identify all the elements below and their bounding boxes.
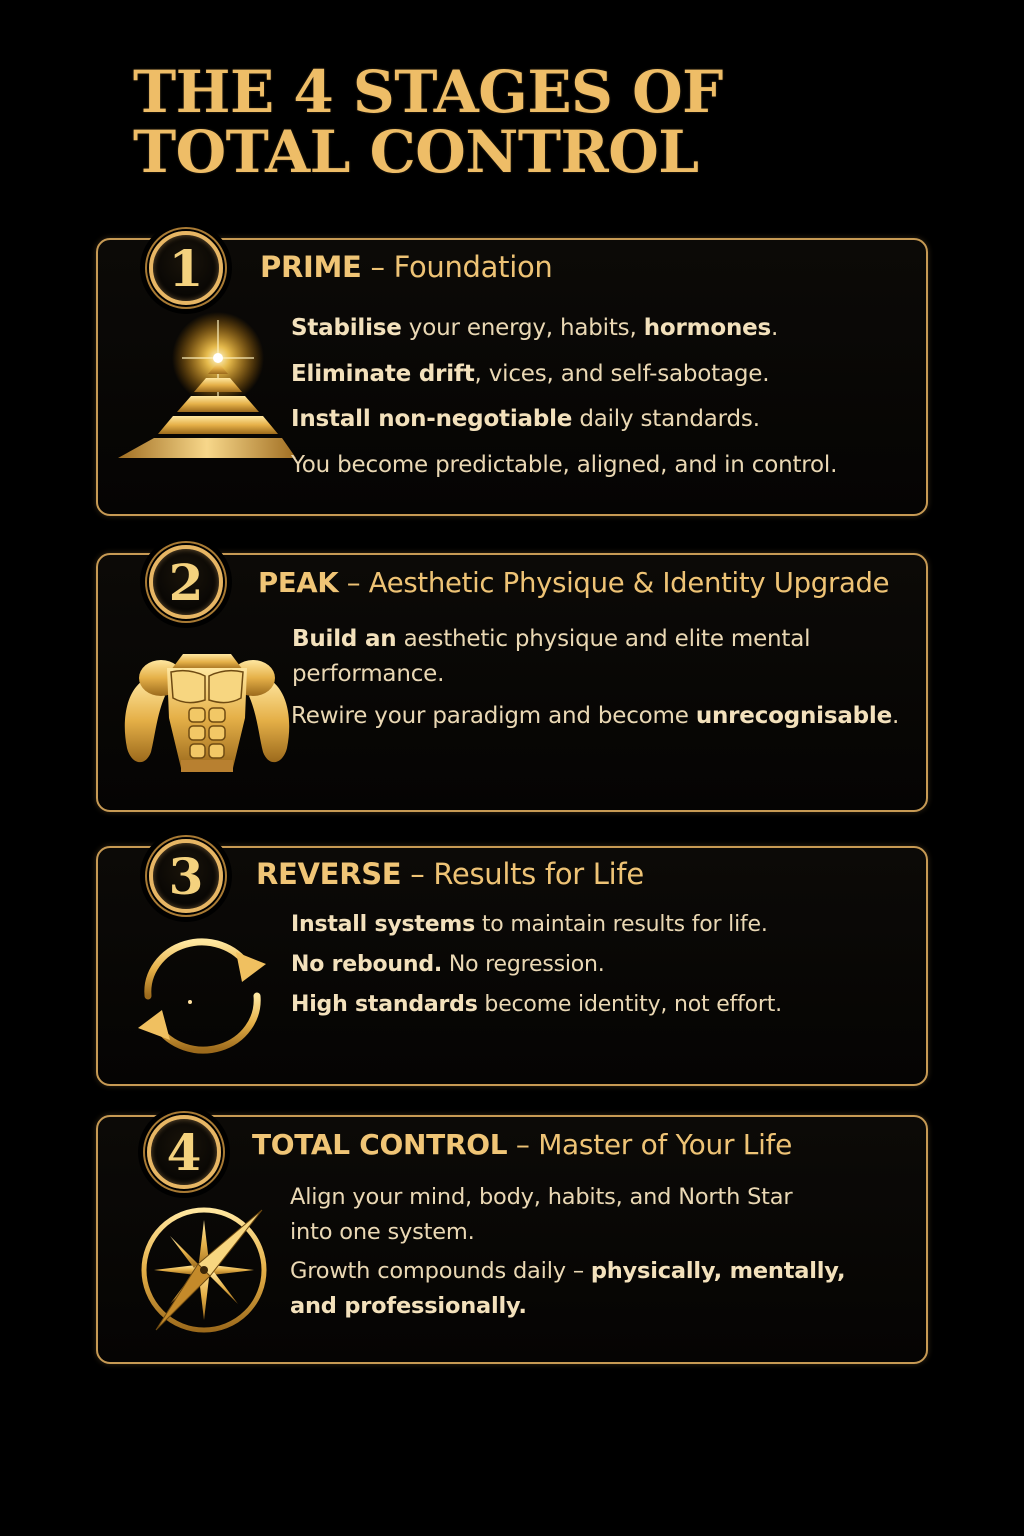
stage-heading-2 [258, 565, 889, 601]
stage-subtitle-3: Results for Life [433, 857, 644, 891]
stage-dash-1: – [361, 250, 394, 284]
title-line-2: TOTAL CONTROL [133, 118, 699, 186]
stage-subtitle-2: Aesthetic Physique & Identity Upgrade [368, 567, 890, 599]
stage-badge-2 [140, 536, 232, 628]
stage-name-4: TOTAL CONTROL [252, 1128, 508, 1161]
stage-4-line-2: into one system. [290, 1219, 475, 1245]
stage-number-1: 1 [149, 231, 223, 305]
stage-body-1 [291, 306, 837, 488]
stage-dash-3: – [401, 857, 434, 891]
title-line-1: THE 4 STAGES OF [133, 58, 723, 126]
stage-body-4 [290, 1180, 845, 1324]
cycle-arrows-icon [130, 934, 275, 1058]
stage-3-line-1: Install systems to maintain results for life. [291, 912, 768, 937]
stage-number-3: 3 [149, 839, 223, 913]
stage-2-line-2: performance. [292, 661, 445, 687]
stage-dash-2: – [338, 567, 369, 599]
page-title [133, 58, 953, 186]
stage-4-line-4: and professionally. [290, 1293, 527, 1319]
stage-heading-4 [252, 1127, 792, 1163]
stage-body-2 [292, 622, 899, 734]
stage-2-line-1: Build an aesthetic physique and elite mental [292, 626, 811, 652]
stage-1-line-2: Eliminate drift, vices, and self-sabotage. [291, 360, 770, 387]
stage-1-line-3: Install non-negotiable daily standards. [291, 406, 760, 432]
stage-badge-3 [140, 830, 232, 922]
stage-3-line-3: High standards become identity, not effort. [291, 992, 782, 1017]
stage-heading-1 [260, 249, 552, 285]
stage-subtitle-4: Master of Your Life [538, 1128, 793, 1161]
stage-4-line-1: Align your mind, body, habits, and North Star [290, 1184, 793, 1210]
stage-1-line-1: Stabilise your energy, habits, hormones. [291, 315, 779, 341]
stage-number-2: 2 [149, 545, 223, 619]
stage-name-3: REVERSE [256, 857, 402, 891]
stage-name-2: PEAK [258, 567, 339, 599]
stage-number-4: 4 [147, 1115, 221, 1189]
pyramid-icon [112, 300, 297, 475]
stage-4-line-3: Growth compounds daily – physically, mentally, [290, 1258, 846, 1284]
compass-icon [134, 1206, 274, 1334]
stage-1-line-4: You become predictable, aligned, and in control. [291, 451, 838, 478]
stage-body-3 [291, 905, 782, 1025]
muscular-torso-icon [117, 648, 297, 774]
stage-dash-4: – [507, 1128, 539, 1161]
stage-3-line-2: No rebound. No regression. [291, 952, 605, 977]
stage-2-line-3: Rewire your paradigm and become unrecognisable. [291, 703, 900, 729]
stage-badge-4 [138, 1106, 230, 1198]
stage-subtitle-1: Foundation [393, 250, 553, 284]
stage-heading-3 [256, 856, 644, 892]
stage-name-1: PRIME [260, 250, 362, 284]
